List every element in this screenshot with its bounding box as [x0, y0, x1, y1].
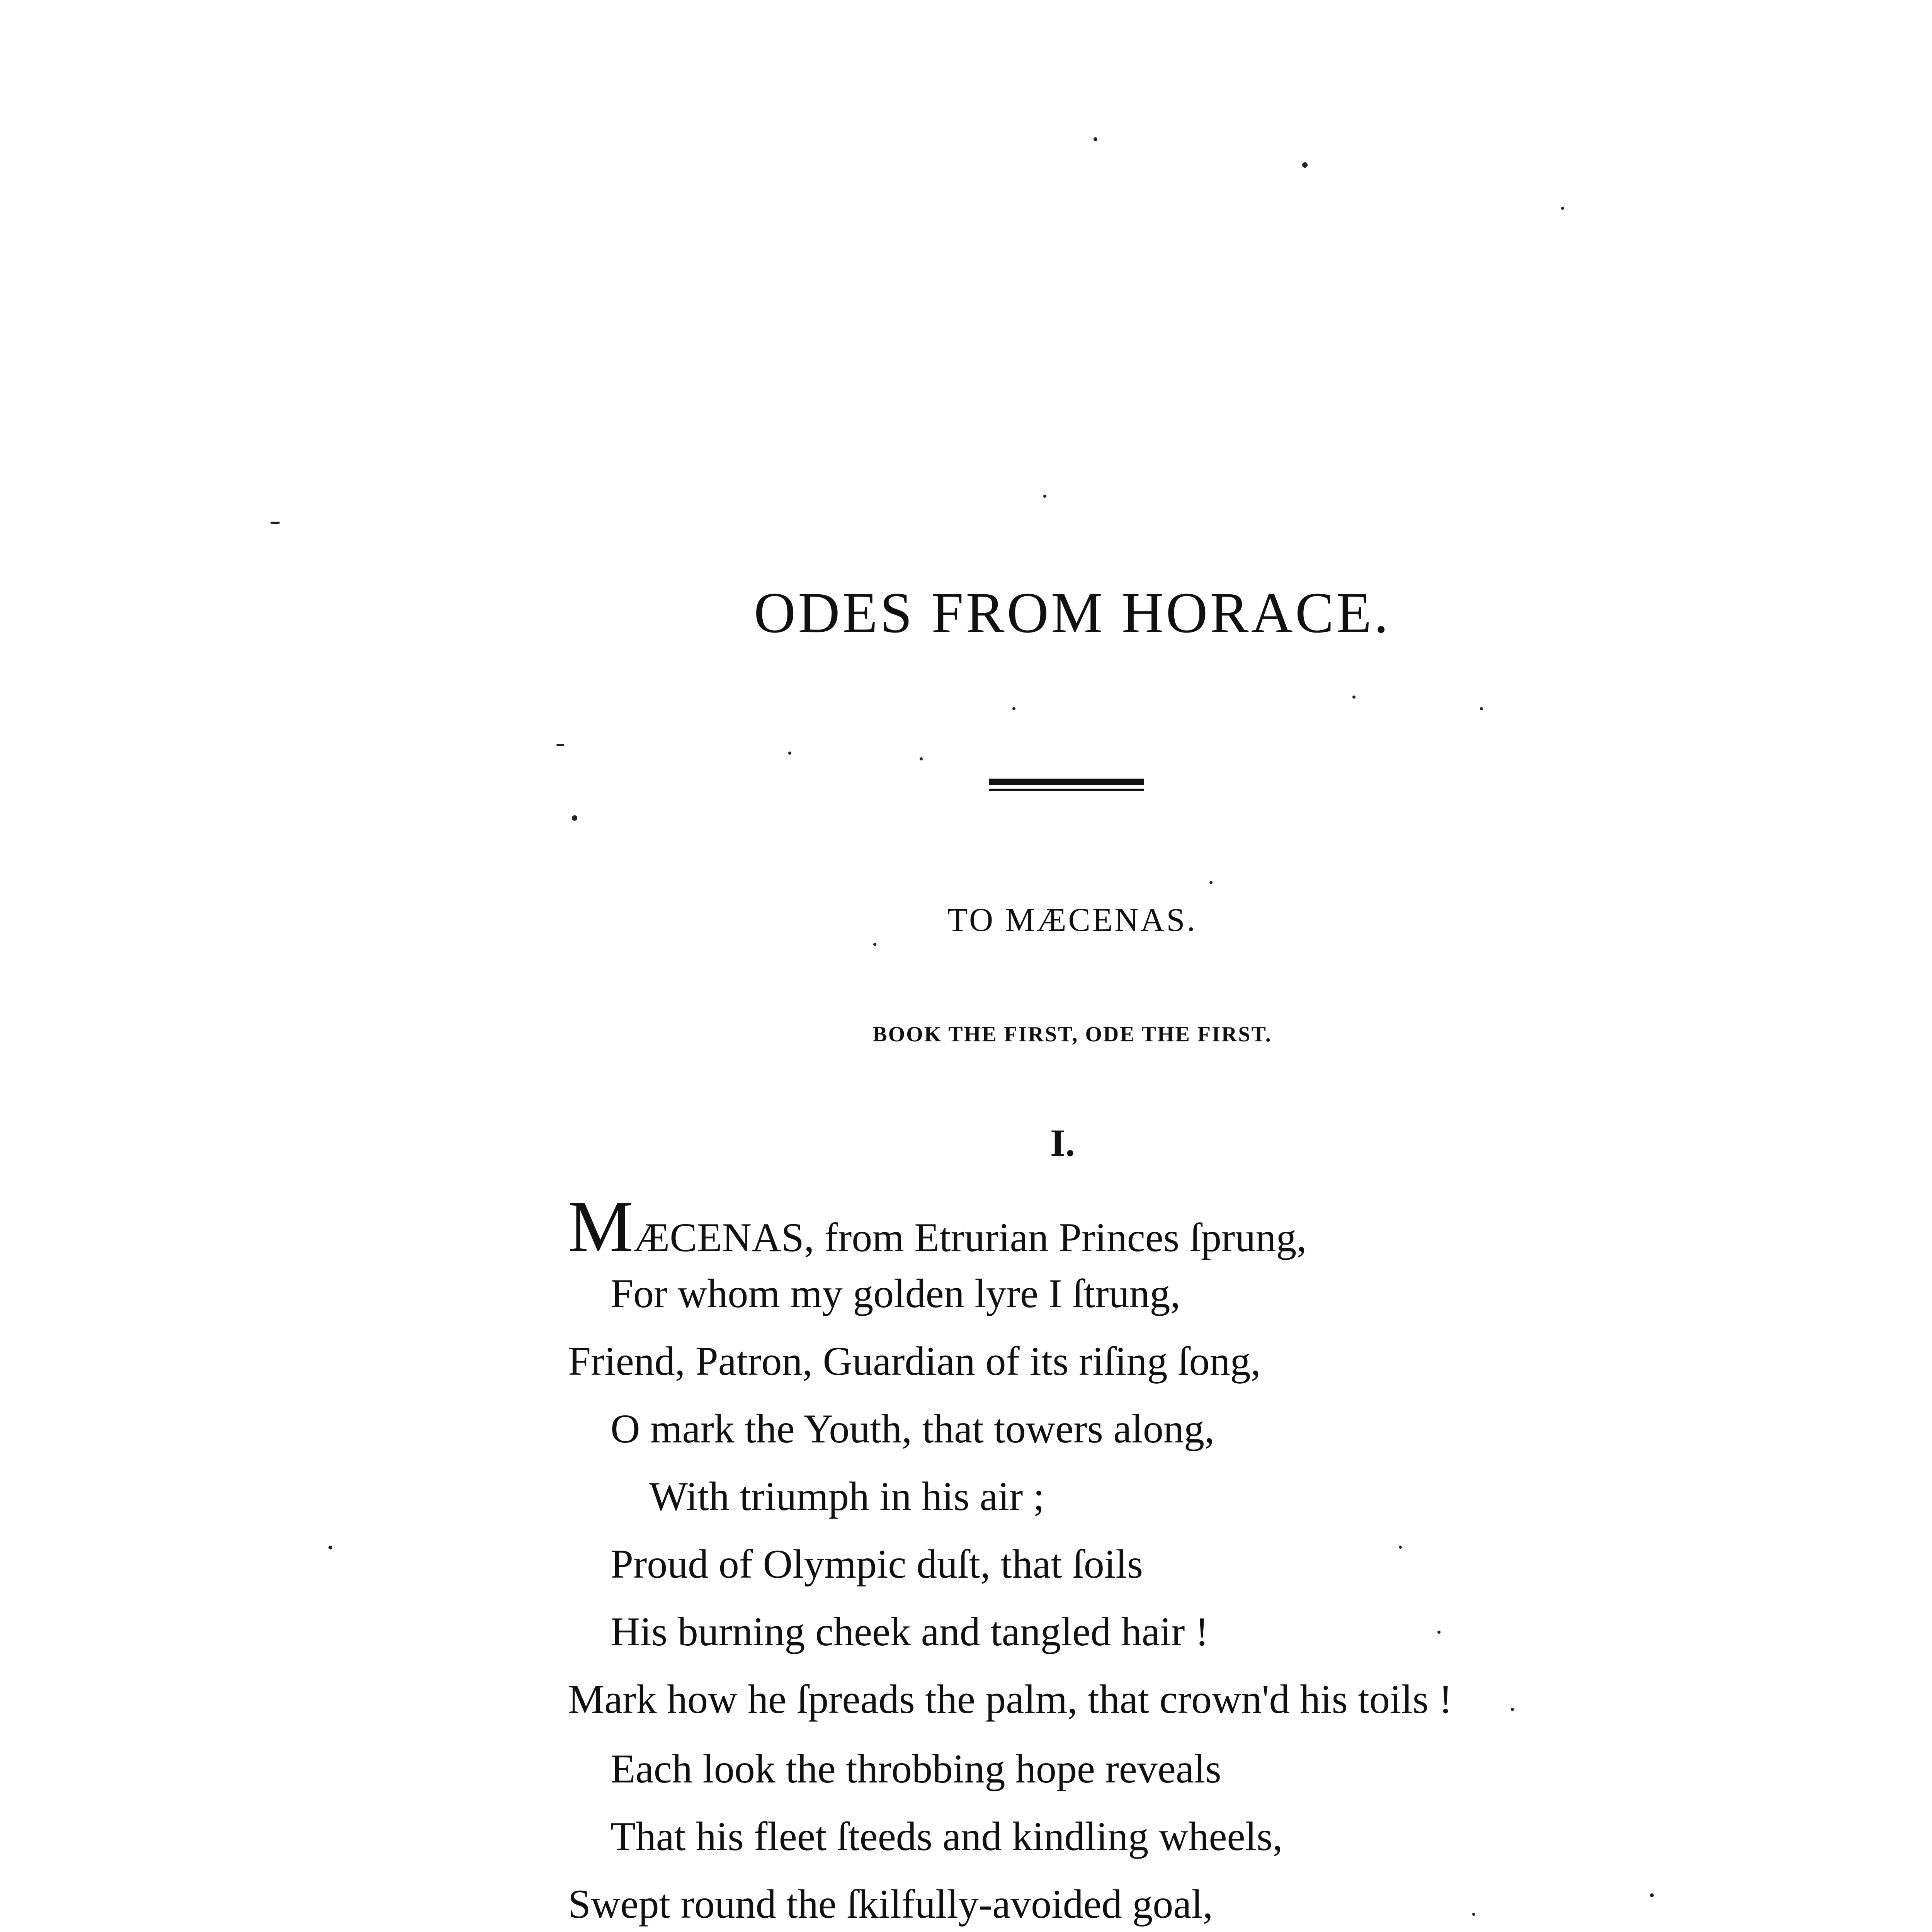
scan-speck: [920, 757, 923, 760]
scan-speck: [270, 522, 280, 524]
scan-speck: [556, 744, 564, 746]
poem-line: Proud of Olympic duſt, that ſoils: [611, 1541, 1143, 1587]
poem-line: For whom my golden lyre I ſtrung,: [611, 1271, 1180, 1316]
scan-speck: [328, 1546, 332, 1549]
rule-thin-line: [989, 789, 1144, 791]
scan-speck: [1209, 881, 1213, 884]
scan-speck: [788, 752, 791, 755]
scan-speck: [1043, 495, 1046, 498]
poem-line: Each look the throbbing hope reveals: [611, 1746, 1221, 1791]
scan-speck: [1094, 137, 1097, 141]
rule-thick-line: [989, 779, 1144, 785]
poem-line: His burning cheek and tangled hair !: [611, 1609, 1209, 1654]
dropcap-letter: M: [568, 1186, 633, 1267]
poem-line-first: [568, 1186, 1307, 1267]
scan-speck: [572, 815, 577, 821]
poem-line: O mark the Youth, that towers along,: [611, 1406, 1215, 1451]
scan-speck: [1480, 707, 1483, 710]
scan-speck: [1399, 1546, 1402, 1549]
scan-speck: [1012, 707, 1015, 710]
ode-subtitle: TO MÆCENAS.: [947, 901, 1197, 938]
scan-speck: [1352, 696, 1355, 699]
poem-line: That his fleet ſteeds and kindling wheels,: [611, 1814, 1283, 1859]
scan-speck: [1561, 207, 1564, 210]
poem-line: With triumph in his air ;: [649, 1474, 1045, 1519]
scan-speck: [1511, 1708, 1514, 1711]
page-title: ODES FROM HORACE.: [753, 581, 1391, 645]
scan-speck: [1472, 1913, 1475, 1916]
first-line-rest: ÆCENAS, from Etrurian Princes ſprung,: [633, 1215, 1307, 1260]
book-ode-heading: BOOK THE FIRST, ODE THE FIRST.: [872, 1022, 1272, 1046]
ornamental-rule: [989, 779, 1144, 793]
scan-speck: [1650, 1893, 1654, 1897]
scan-speck: [873, 943, 876, 946]
poem-line: Mark how he ſpreads the palm, that crown'd his toils !: [568, 1677, 1452, 1722]
scan-speck: [1437, 1631, 1440, 1634]
poem-line: Friend, Patron, Guardian of its riſing ſong,: [568, 1338, 1261, 1384]
poem-line: Swept round the ſkilfully-avoided goal,: [568, 1881, 1213, 1927]
stanza-number: I.: [1050, 1121, 1075, 1164]
scan-speck: [1302, 162, 1308, 168]
